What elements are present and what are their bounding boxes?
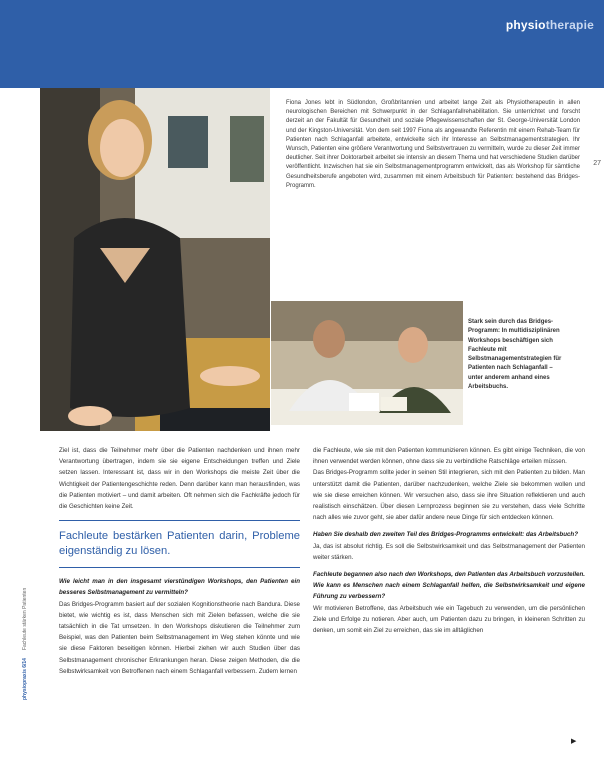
body-paragraph: die Fachleute, wie sie mit den Patienten kommunizieren können. Es gibt einige Techniken, die von ihnen verwendet werden können, ohne dass sie zu verbindliche Ratschläge erteilen müssen. <box>313 447 585 466</box>
header-band <box>0 0 604 88</box>
interview-question: Wie leicht man in den insgesamt vierstündigen Workshops, den Patienten ein besseres Selbstmanagement zu vermitteln? <box>59 578 300 597</box>
pull-quote: Fachleute bestärken Patienten darin, Probleme eigenständig zu lösen. <box>59 530 300 558</box>
brand-part2: therapie <box>545 18 594 32</box>
photo-caption: Stark sein durch das Bridges-Programm: In multidisziplinären Workshops beschäftigen sich Fachleute mit Selbstmanagementstrategien für Patienten nach Schlaganfall – unter anderem anhand eines Arbeitsbuchs. <box>468 319 562 391</box>
footer-title: Fachleute stärken Patienten <box>22 587 28 651</box>
magazine-brand <box>506 18 594 32</box>
body-paragraph: Wir motivieren Betroffene, das Arbeitsbuch wie ein Tagebuch zu verwenden, um die persönlichen Ziele und Erfolge zu notieren. Aber auch, um Patienten dazu zu bringen, in kleineren Schritten zu denken, um somit ein Ziel zu erreichen, das sie im alltäglichen <box>313 604 585 635</box>
body-paragraph: Ziel ist, dass die Teilnehmer mehr über die Patienten nachdenken und ihnen mehr Verantwortung übertragen, indem sie sie eigene Entscheidungen treffen und Ziele setzen lassen. Interessant ist, dass wir in den Workshops die meiste Zeit über die Wichtigkeit der Patientengeschichte reden. Denn darüber kann man herausfinden, was die Patienten motiviert – und damit arbeiten. Oft nehmen sich die Fachkräfte jedoch für die Geschichten keine Zeit. <box>59 447 300 511</box>
body-paragraph: Ja, das ist absolut richtig. Es soll die Selbstwirksamkeit und das Selbstmanagement der Patienten weiter stärken. <box>313 542 585 561</box>
footer-issue: physiopraxis 6/14 <box>22 658 28 700</box>
body-paragraph: Das Bridges-Programm basiert auf der sozialen Kognitionstheorie nach Bandura. Diese bietet, wie wichtig es ist, dass Menschen sich mit Zielen befassen, welche die sie tatsächlich in die Tat umsetzen. In den Workshops diskutieren die Teilnehmer zum Beispiel, was den Patienten beim Selbstmanagement im Weg stehen könnte und wie sie diese Faktoren beseitigen können. Hierbei ziehen wir auch Studien über das Selbstmanagement chronischer Erkrankungen heran. Diese zeigen Methoden, die die Selbstwirksamkeit von Betroffenen nach einem Schlaganfall verbessern. Zudem lernen <box>59 600 300 675</box>
left-column <box>59 445 300 677</box>
body-paragraph: Das Bridges-Programm sollte jeder in seinen Stil integrieren, sich mit den Patienten zu bilden. Man unterstützt damit die Patienten, darüber nachzudenken, welche Ziele sie bekommen wollen und wie sie diese erreichen können. Wir versuchen also, dass sie ihre Situation reflektieren und auch realistisch einschätzen. Über diesen Lernprozess beginnen sie zu verstehen, dass viele Schritte nach alles wie zuvor geht, sie aber dafür andere neue Dinge für sich entdecken können. <box>313 469 585 522</box>
brand-part1: physio <box>505 18 546 32</box>
divider <box>59 567 300 568</box>
running-footer <box>22 588 28 700</box>
interview-question: Fachleute begannen also nach den Workshops, den Patienten das Arbeitsbuch vorzustellen. Wie kann es Menschen nach einem Schlaganfall helfen, die Selbstwirksamkeit und eigene Führung zu verbessern? <box>313 571 585 601</box>
page-number: 27 <box>593 160 601 167</box>
continue-arrow-icon: ▶ <box>571 738 577 745</box>
divider <box>59 520 300 521</box>
portrait-photo <box>40 88 270 431</box>
author-intro: Fiona Jones lebt in Südlondon, Großbritannien und arbeitet lange Zeit als Physiotherapeutin in allen neurologischen Bereichen mit Schwerpunkt in der Schlaganfallrehabilitation. Sie unterrichtet und forscht derzeit an der Fakultät für Gesundheit und soziale Pflegewissenschaften der St. George-Universität London und der Kingston-Universität. Von dem seit 1997 Fiona als angewandte Referentin mit einem Rehab-Team für Patienten nach Schlaganfall arbeitete, entwickelte sich ihr Interesse an Selbstmanagementstrategien. Ihr Wunsch, Patienten eine größere Verantwortung und Selbstvertrauen zu vermitteln, wurde zu dieser Zeit immer deutlicher. Seit ihrer Doktorarbeit arbeitet sie intensiv an diesem Thema und hat verschiedene Studien darüber veröffentlicht. Inzwischen hat sie ein Selbstmanagementprogramm entwickelt, das als Workshop für sämtliche Gesundheitsberufe angeboten wird, zusammen mit einem Arbeitsbuch für Patienten: bestehend das Bridges-Programm. <box>286 100 580 189</box>
right-column <box>313 445 585 636</box>
workshop-photo <box>271 301 463 425</box>
interview-question: Haben Sie deshalb den zweiten Teil des Bridges-Programms entwickelt: das Arbeitsbuch? <box>313 531 578 539</box>
